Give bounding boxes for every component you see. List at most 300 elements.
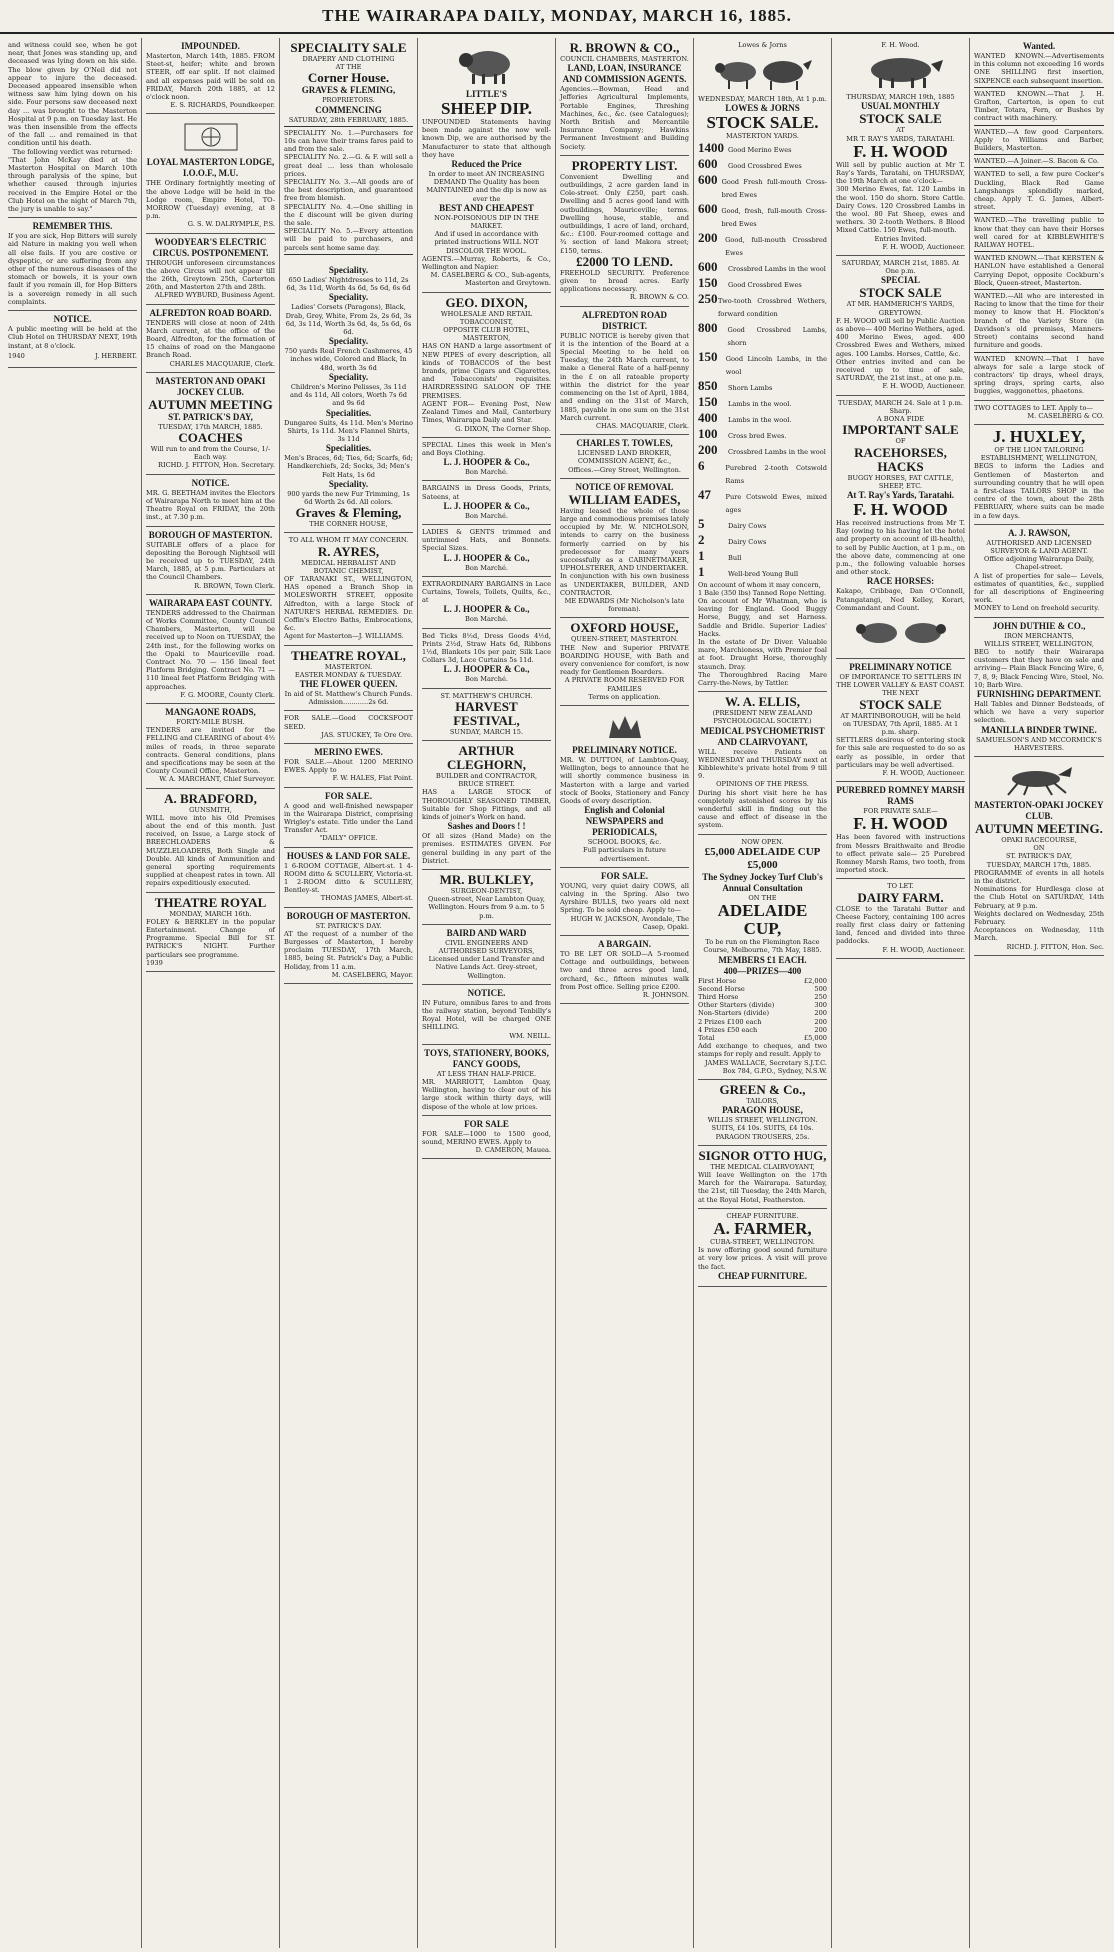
ad-location: Bon Marché. [465, 563, 508, 572]
ad-signature: L. J. HOOPER & Co., [443, 457, 530, 468]
ad-subheading: LAND, LOAN, INSURANCE AND COMMISSION AGENTS. [562, 63, 687, 85]
ad-location: Bon Marché. [465, 468, 508, 477]
ad-heading: W. A. ELLIS, [724, 694, 801, 710]
prize-amount: 200 [814, 1009, 827, 1018]
ad-body: A good and well-finished newspaper in the Wairarapa District, comprising Wrigley's estate. Title under the Land Transfer Act. [284, 801, 413, 835]
prize-row [698, 1034, 827, 1042]
lot-count: 800 [698, 319, 718, 335]
ellis-clairvoyant-ad [698, 692, 827, 834]
ad-body: SPECIAL Lines this week in Men's and Boys Clothing. [422, 440, 551, 457]
speciality-4: SPECIALITY No. 4.—One shilling in the £ discount will be given during the sale. [284, 202, 413, 228]
ad-body: TENDERS addressed to the Chairman of Works Committee, County Council Chambers, Masterton, will be received up to Noon on TUESDAY, the 24th inst., for the following works on the Opaki to Mauriceville road. Contract No. 70 — 156 lineal feet Platform Bridging. Contract No. 71 — 110 lineal feet Platform Bridging with approaches. [146, 608, 275, 691]
entries-note: Entries Invited. [874, 234, 927, 243]
hooper-prices-ad [422, 629, 551, 689]
section-heading: Wanted. [1022, 41, 1056, 51]
ad-subheading: CIVIL ENGINEERS AND AUTHORISED SURVEYORS, [438, 938, 535, 956]
wanted-ad: WANTED KNOWN.—That KERSTEN & HANLON have established a General Carrying Depot, opposite Cockburn's Block, Queen-street, Masterton. [974, 254, 1104, 287]
prize-row [698, 993, 827, 1001]
also-note-3: On account of Mr Whatman, who is leaving for England. Good Buggy Horse, Buggy, and set Harness. Saddle and Bridle. Superior Ladies' Hacks. [698, 597, 827, 638]
lot-count: 6 [698, 457, 705, 473]
ad-body: MR. W. DUTTON, of Lambton-Quay, Wellington, begs to announce that he will shortly commence business in Masterton with a large and varied stock of Books, Stationery and Fancy Goods of every description. [560, 755, 689, 805]
sheep-dip-ad [422, 38, 551, 293]
ad-heading: FOR SALE. [324, 790, 372, 801]
prize-amount: 250 [814, 992, 827, 1001]
bargain-ad [560, 936, 689, 1004]
lot-count: 150 [698, 348, 718, 364]
circus-ad [146, 234, 275, 305]
speciality-body: 900 yards the new Fur Trimming, 1s 6d Worth 2s 6d. All colors. [287, 489, 410, 506]
ad-heading: TOYS, STATIONERY, BOOKS, FANCY GOODS, [424, 1047, 549, 1069]
ad-subheading: IRON MERCHANTS, [1004, 631, 1074, 640]
reduced-price-heading: Reduced the Price [451, 159, 522, 170]
of-label: OF [895, 437, 906, 446]
ad-signature: HUGH W. JACKSON, Avondale, The Casep, Opaki. [570, 914, 689, 931]
prize-label: Other Starters (divide) [698, 1001, 775, 1010]
on-the-label: ON THE [748, 893, 777, 902]
harvest-festival-ad [422, 689, 551, 741]
ad-at: AT THE [335, 63, 362, 72]
stock-lot [698, 395, 827, 411]
harvesters-text: SAMUELSON'S AND MCCORMICK'S HARVESTERS. [976, 735, 1102, 752]
speciality-body: 650 Ladies' Nightdresses to 11d, 2s 6d, 3s 11d, Worth 4s 6d, 5s 6d, 6s 6d [286, 276, 411, 293]
reduced-price-body: In order to meet AN INCREASING DEMAND The Quality has been MAINTAINED and the dip is now as ever the [426, 170, 547, 203]
ad-signature: THOMAS JAMES, Albert-st. [320, 894, 413, 903]
prize-label: Non-Starters (divide) [698, 1009, 770, 1018]
lot-count: 150 [698, 393, 718, 409]
lot-count: 100 [698, 425, 718, 441]
hooper-hats-ad [422, 525, 551, 577]
oxford-house-ad [560, 618, 689, 706]
ad-office: "DAILY" OFFICE. [319, 834, 378, 843]
ad-location: QUEEN-STREET, MASTERTON. [570, 635, 679, 644]
ad-body: BEGS to inform the Ladies and Gentlemen of Masterton and surrounding country that he will open a first-class TAILORS SHOP in the centre of the town, about the 28th FEBRUARY, where suits can be made in a few days. [974, 462, 1104, 520]
papers-subheading: SCHOOL BOOKS, &c. [587, 838, 662, 847]
sheep-pair-icon [851, 615, 951, 651]
graves-fleming-sale-ad [284, 38, 413, 533]
ad-signature: F. H. WOOD, Auctioneer. [882, 242, 965, 251]
stock-lot [698, 141, 827, 157]
stock-lot [698, 459, 827, 488]
ad-heading: GREEN & Co., [719, 1081, 806, 1097]
ad-body: FOR SALE—1000 to 1500 good, sound, MERINO EWES. Apply to [422, 1129, 551, 1147]
ad-body: TENDERS are invited for the FELLING and CLEARING of about 4½ miles of roads, in three separate contracts. General conditions, plans and specifications may be seen at the County Council Office, Masterton. [146, 726, 275, 776]
ad-date: EASTER MONDAY & TUESDAY. [294, 670, 403, 679]
dairy-farm-ad [836, 879, 965, 958]
lot-description: Lambs in the wool. [728, 399, 792, 408]
club-heading: The Sydney Jockey Turf Club's Annual Consultation [702, 871, 823, 893]
coaches-body: Will run to and from the Course, 1/- Each way. [150, 445, 271, 462]
ad-heading: MASTERTON AND OPAKI JOCKEY CLUB. [155, 375, 266, 397]
ad-location: AT MARTINBOROUGH, will be held on TUESDAY, 7th April, 1885. At 1 p.m. sharp. [840, 711, 961, 736]
furnishing-body: Hall Tables and Dinner Bedsteads, of which we have a very superior selection. [974, 700, 1104, 725]
ad-signature: RICHD. J. FITTON, Hon. Sec. [1006, 942, 1104, 951]
ad-signature: F. H. WOOD, Auctioneer. [882, 945, 965, 954]
column-1 [4, 38, 142, 1948]
lot-description: Two-tooth Crossbred Wethers, forward condition [717, 296, 827, 318]
notice-body: A public meeting will be held at the Club Hotel on THURSDAY NEXT, 19th instant, at 8 o'clock. [8, 325, 137, 350]
ad-body: Will sell by public auction at Mr T. Ray's Yards, Taratahi, on THURSDAY, the 19th March at one o'clock— [836, 160, 965, 186]
ad-body: MR. MARRIOTT, Lambton Quay, Wellington, having to clear out of his large stock within thirty days, will dispose of the whole at low prices. [422, 1078, 551, 1111]
speciality-body: Children's Merino Pelisses, 3s 11d and 4s 11d, All colors, Worth 7s 6d and 9s 6d [289, 382, 408, 408]
play-title: THE FLOWER QUEEN. [299, 678, 398, 689]
merino-ewes-ad [284, 744, 413, 788]
ad-subheading: (PRESIDENT NEW ZEALAND PSYCHOLOGICAL SOCIETY.) [712, 709, 813, 726]
papers-heading: English and Colonial NEWSPAPERS and PERIODICALS, [584, 805, 665, 838]
wanted-ad: WANTED KNOWN.—That I have always for sale a large stock of contractors' tip drays, wheel drays, spring drays, spring carts, also buggies, waggonettes, phaetons. [974, 354, 1104, 396]
ad-signature: JAS. STUCKEY, Te Ore Ore. [321, 730, 413, 739]
ad-subheading: DRAPERY AND CLOTHING [302, 55, 395, 63]
towles-broker-ad [560, 435, 689, 479]
theatre-royal-ad [146, 893, 275, 972]
lot-description: Dairy Cows [728, 537, 767, 546]
prize-note: Add exchange to cheques, and two stamps for reply and result. Apply to [698, 1042, 827, 1059]
ad-signature: R. BROWN, Town Clerk. [194, 581, 275, 590]
lot-description: Good Crossbred Ewes [728, 161, 802, 170]
lot-count: 200 [698, 441, 718, 457]
ad-body: SUITABLE offers of a place for depositing the Borough Nightsoil will be received up to TUESDAY, 24th March, 1885, at 5 p.m. Particulars at the Council Chambers. [146, 540, 275, 582]
lot-description: Purebred 2-tooth Cotswold Rams [725, 463, 827, 485]
speciality-heading: Speciality. [328, 478, 369, 489]
lot-description: Crossbred Lambs in the wool [728, 447, 826, 456]
at-label: AT [896, 126, 905, 135]
stock-lot [698, 350, 827, 379]
sashes-heading: Sashes and Doors ! ! [447, 821, 526, 832]
lot-count: 150 [698, 274, 718, 290]
ad-signature: G. DIXON, The Corner Shop. [455, 424, 551, 433]
ad-heading: NOTICE. [467, 987, 506, 998]
speciality-heading: Speciality. [328, 371, 369, 382]
graves-fleming-footer: Graves & Fleming, [295, 505, 402, 521]
prize-amount: 200 [814, 1025, 827, 1034]
lot-description: Cross bred Ewes. [728, 431, 787, 440]
ad-signature: JAMES WALLACE, Secretary S.J.T.C. Box 784, G.P.O., Sydney, N.S.W. [704, 1058, 827, 1075]
ad-location: Office adjoining Wairarapa Daily, Chapel-street. [983, 555, 1095, 572]
discolor-text: And if used in accordance with printed instructions WILL NOT DISCOLOR THE WOOL. [434, 230, 539, 255]
hooper-clothing-ad [422, 438, 551, 482]
ad-banner: F. H. Wood. [881, 41, 920, 49]
ad-subheading: GUNSMITH, [189, 805, 232, 814]
ad-signature: CHARLES MACQUARIE, Clerk. [169, 359, 275, 368]
autumn-meeting-day: ST. PATRICK'S DAY, [168, 411, 253, 422]
corner-house-heading: Corner House. [307, 70, 390, 86]
also-note-2: 1 Bale (350 lbs) Tanned Rope Netting. [698, 588, 827, 597]
ad-body: EXTRAORDINARY BARGAINS in Lace Curtains, Towels, Toilets, Quilts, &c., at [422, 579, 551, 605]
ad-location: AT MR. HAMMERICH'S YARDS, GREYTOWN. [846, 300, 955, 317]
ad-heading: OXFORD HOUSE, [570, 620, 679, 636]
bona-fide-label: A BONA FIDE [876, 415, 925, 424]
ad-body: FOR SALE.—About 1200 MERINO EWES. Apply to [284, 757, 413, 775]
cup-heading: ADELAIDE CUP, [717, 901, 808, 939]
freehold-body: FREEHOLD SECURITY. Preference given to broad acres. Early applications necessary. [560, 268, 689, 294]
lot-count: 600 [698, 258, 718, 274]
ad-note: Other entries invited and can be received up to time of sale, SATURDAY, the 21st inst., at one p.m. [836, 357, 965, 383]
sale-date: TUESDAY, MARCH 24. Sale at 1 p.m. Sharp. [838, 398, 963, 415]
ad-body: THROUGH unforeseen circumstances the above Circus will not appear till the 26th, Greytown 25th, Carterton 26th, and Masterton 27th and 28th. [146, 258, 275, 292]
speciality-body: Dungaree Suits, 4s 11d. Men's Merino Shirts, 1s 11d. Men's Flannel Shirts, 3s 11d [284, 418, 413, 443]
ad-subheading: MEDICAL HERBALIST AND BOTANIC CHEMIST, [301, 558, 396, 575]
bradford-gunsmith-ad [146, 789, 275, 893]
programme-text: PROGRAMME of events in all hotels in the district. [974, 868, 1104, 886]
omnibus-notice [422, 985, 551, 1045]
trousers-price: PARAGON TROUSERS, 25s. [715, 1132, 810, 1141]
lot-description: Well-bred Young Bull [728, 569, 799, 578]
ad-body: WILL receive Patients on WEDNESDAY and THURSDAY next at Kibblewhite's private hotel from 9 till 9. [698, 747, 827, 781]
firm-name: LOWES & JORNS [725, 103, 800, 114]
ad-signature: L. J. HOOPER & Co., [443, 664, 530, 675]
ad-note: A PRIVATE ROOM RESERVED FOR FAMILIES [564, 676, 685, 693]
ad-heading: IMPOUNDED. [181, 41, 240, 51]
ad-subheading: ST. MATTHEW'S CHURCH. [440, 691, 533, 700]
ad-heading: MASTERTON-OPAKI JOCKEY CLUB. [974, 800, 1104, 822]
column-4 [418, 38, 556, 1948]
ad-body: Is now offering good sound furniture at very low prices. A visit will prove the fact. [698, 1246, 827, 1271]
cocksfoot-seed-ad [284, 711, 413, 744]
eades-removal-ad [560, 479, 689, 619]
members-heading: MEMBERS £1 EACH. [718, 954, 807, 965]
ad-signature: L. J. HOOPER & Co., [443, 604, 530, 615]
wanted-section [974, 38, 1104, 401]
ad-subheading: THE MEDICAL CLAIRVOYANT, [710, 1162, 815, 1171]
press-body: During his short visit here he has completely astonished scores by his wonderful skill in finding out the cause and effect of disease in the system. [698, 788, 827, 830]
article-body: and witness could see, when he got near, that Jones was standing up, and deceased was lying down on his side. The blow given by O'Neil did not appear to injure the deceased. Deceased appeared insensible when witness saw him lying down on his side. Four persons saw deceased next day ... was brought to the Masterton Hospital at 9 p.m. on Tuesday last. He was then insensible from the effects of the fall ... and remained in that condition until his death. [8, 41, 137, 148]
ad-body: THE Ordinary fortnightly meeting of the above Lodge will be held in the Lodge room, Empire Hotel, TO-MORROW (Tuesday) evening, at 8 p.m. [146, 179, 275, 221]
non-poisonous-text: NON-POISONOUS DIP IN THE MARKET. [434, 213, 539, 231]
dutton-preliminary-ad [560, 706, 689, 868]
autumn-meeting-ad [146, 373, 275, 475]
ad-heading: THEATRE ROYAL [154, 894, 267, 910]
ad-date: MONDAY, MARCH 16th. [169, 909, 252, 918]
prize-label: Second Horse [698, 984, 745, 993]
st-patricks-holiday-ad [284, 908, 413, 984]
now-open-label: NOW OPEN. [741, 837, 784, 846]
ad-body: TENDERS will close at noon of 24th March current, at the office of the Board, Alfredton, for the formation of 15 chains of road on the Mangaone Branch Road. [146, 318, 275, 360]
newspaper-title: THE WAIRARAPA DAILY, MONDAY, MARCH 16, 1885. [322, 6, 792, 25]
ad-body: Will leave Wellington on the 17th March for the Wairarapa. Saturday, the 21st, till Tuesday, the 24th March, at the Royal Hotel, Featherston. [698, 1170, 827, 1204]
theatre-flower-queen-ad [284, 646, 413, 712]
for-sale-label: FOR PRIVATE SALE— [863, 807, 938, 816]
ad-signature: M. CASELBERG, Mayor. [331, 970, 413, 979]
property-list-ad [560, 156, 689, 307]
ad-banner: Lowes & Jorns [738, 41, 787, 49]
lot-count: 850 [698, 377, 718, 393]
romney-rams-ad [836, 782, 965, 879]
wanted-ad: WANTED.—A few good Carpenters. Apply to Williams and Barber, Builders, Masterton. [974, 127, 1104, 153]
ad-heading: GEO. DIXON, [445, 294, 528, 310]
ad-heading: A. J. RAWSON, [1008, 527, 1070, 538]
column-5 [556, 38, 694, 1948]
column-3 [280, 38, 418, 1948]
ad-heading: PUREBRED ROMNEY MARSH RAMS [836, 785, 965, 807]
ad-body: Queen-street, Near Lambton Quay, Wellington. Hours from 9 a.m. to 5 p.m. [428, 895, 545, 920]
column-8 [970, 38, 1108, 1948]
ad-subheading: ST. PATRICK'S DAY. [315, 921, 382, 930]
r-brown-agents-ad [560, 38, 689, 156]
notice-heading: NOTICE. [53, 314, 92, 325]
ad-subheading: BUILDER and CONTRACTOR, [435, 771, 538, 780]
ad-body-2: In conjunction with his own business as UNDERTAKER, BUILDER, AND CONTRACTOR. [560, 572, 689, 597]
inquest-article [8, 38, 137, 218]
ad-signature: L. J. HOOPER & Co., [443, 552, 530, 563]
ad-signature: R. JOHNSON. [642, 991, 689, 1000]
ad-body: Convenient Dwelling and outbuildings, 2 acre garden land in Cole-street. Only £250, part cash. Dwelling and 5 acres good land with outbuildings, Mauriceville; terms. Dwelling house, stable, and outbuildings, 1 acre of land, orchard, &c.: £100. Four-roomed cottage and ¾ section of land Makora street; £150, terms. [560, 172, 689, 255]
ad-body: AT the request of a number of the Burgesses of Masterton, I hereby proclaim TUESDAY, 17th March, 1885, being St. Patrick's Day, a Public Holiday, from 11 a.m. [284, 929, 413, 971]
ad-heading: THEATRE ROYAL, [291, 647, 406, 663]
ad-location: MASTERTON YARDS. [726, 132, 799, 141]
meeting-day: ST. PATRICK'S DAY, [1005, 852, 1073, 861]
on-label: ON [1033, 844, 1045, 853]
stock-lot [698, 379, 827, 395]
ad-title: MEDICAL PSYCHOMETRIST AND CLAIRVOYANT, [700, 725, 825, 747]
ad-body: LADIES & GENTS trimmed and untrimmed Hats, and Bonnets. Special Sizes. [422, 527, 551, 553]
marriott-toys-ad [422, 1045, 551, 1116]
ad-body: BEG to notify their Wairarapa customers that they have on sale and arriving— Plain Black Fencing Wire, 6, 7, 8, 9; Black Fencing Wire, Steel, No. 10; Barb Wire. [974, 647, 1104, 689]
stock-lot [698, 427, 827, 443]
ad-intro: TO ALL WHOM IT MAY CONCERN. [288, 536, 409, 545]
ad-signature: ME EDWARDS (Mr Nicholson's late foreman). [564, 596, 685, 614]
wood-monthly-sale-ad [836, 38, 965, 256]
hooper-dress-goods-ad [422, 481, 551, 525]
speciality-body: 750 yards Real French Cashmeres, 45 inches wide, Colored and Black, In 48d, worth 3s 6d [284, 347, 413, 372]
stock-lot [698, 533, 827, 549]
stock-lot [698, 231, 827, 260]
prize-row [698, 1018, 827, 1026]
also-note-4: In the estate of Dr Diver. Valuable mare, Marchioness, with Premier foal at foot. Draught Horse, thoroughly staunch. Dray. [698, 638, 827, 671]
lowes-jorns-stock-sale-ad [698, 38, 827, 692]
ad-body: FOR SALE.—Good COCKSFOOT SEED. [284, 714, 413, 731]
wood-special-sale-ad [836, 256, 965, 396]
lot-count: 250 [698, 290, 718, 306]
stock-lot [698, 488, 827, 517]
ad-signature: ALFRED WYBURD, Business Agent. [154, 291, 275, 300]
ad-heading: J. HUXLEY, [992, 426, 1086, 446]
lot-count: 400 [698, 409, 718, 425]
weights-text: Weights declared on Wednesday, 25th February. [974, 909, 1104, 927]
lot-description: Lambs in the wool. [728, 415, 792, 424]
ad-heading: A. FARMER, [713, 1218, 812, 1238]
lot-count: 1400 [698, 139, 724, 155]
otto-hug-ad [698, 1146, 827, 1209]
prize-row [698, 1009, 827, 1017]
ad-body: MR. G. BEETHAM invites the Electors of Wairarapa North to meet him at the Theatre Royal on FRIDAY, the 20th inst., at 7.30 p.m. [146, 488, 275, 522]
ad-heading: STOCK SALE [859, 111, 942, 127]
ad-location: CUBA-STREET, WELLINGTON. [710, 1237, 815, 1246]
ad-body: OF TARANAKI ST., WELLINGTON, HAS opened a Branch Shop in MOLESWORTH STREET, opposite Alfredton, with a large Stock of NATURE'S HERBAL REMEDIES. Dr. Coffin's Electro Baths, Embrocations, &c. [284, 574, 413, 633]
ad-signature: F. G. MOORE, County Clerk. [180, 690, 275, 699]
ad-location: Bon Marché. [465, 511, 508, 520]
auctioneer-name: F. H. WOOD [853, 499, 948, 519]
stock-lot [698, 202, 827, 231]
borough-nightsoil-ad [146, 527, 275, 595]
meeting-heading: AUTUMN MEETING. [975, 821, 1103, 837]
farmer-furniture-ad [698, 1209, 827, 1287]
wanted-ad: WANTED to sell, a few pure Cocker's Duckling, Black Red Game Langshangs splendidly marked, cheap. Apply T. G. James, Albert-street. [974, 170, 1104, 212]
ad-brand: LITTLE'S [465, 89, 508, 99]
prize-label: Total [698, 1033, 715, 1042]
speciality-body: Men's Braces, 6d; Ties, 6d; Scarfs, 6d; Handkerchiefs, 2d; Socks, 3d; Men's Felt Hats, 1s 6d [284, 454, 413, 479]
ad-heading: A BARGAIN. [597, 939, 651, 950]
verdict-text: "That John McKay died at the Masterton Hospital on March 10th through paralysis of the spine, but whether caused through injuries received in the Empire Hotel or the Club Hotel on the night of March 7th, the jury is unable to say." [8, 155, 137, 214]
nominations-text: Nominations for Hurdlesga close at the Club Hotel on SATURDAY, 14th February, at 9 p.m. [974, 885, 1104, 910]
ad-body: Masterton, March 14th, 1885. FROM Steet-st, heifer; white and brown STEER, off ear split. If not claimed and all expenses paid will be sold on FRIDAY, March 20th 1885, at 12 o'clock noon. [146, 52, 275, 102]
ad-heading: WAIRARAPA EAST COUNTY. [148, 597, 273, 608]
ad-heading: PRELIMINARY NOTICE. [572, 744, 677, 755]
prize-row [698, 985, 827, 993]
for-sale-ad [284, 788, 413, 848]
cleghorn-builder-ad [422, 741, 551, 870]
agents-text: AGENTS.—Murray, Roberts, & Co., Wellington and Napier. [422, 254, 551, 272]
paragon-location: WILLIS STREET, WELLINGTON. [707, 1116, 818, 1125]
ad-body: Agencies.—Bowman, Head and Jefferies Agricultural Implements, Portable Engines, Threshing Machines, &c., &c. (see Catalogues); North British and Mercantile Insurance Company; Hawkins Permanent Investment and Building Society. [560, 85, 689, 151]
newspaper-page [4, 38, 1110, 1948]
prize-label: Third Horse [698, 992, 739, 1001]
ad-body: SETTLERS desirous of entering stock for this sale are requested to do so as early as possible, in order that particulars may be well advertised. [836, 736, 965, 769]
ad-location: MASTERTON. [324, 662, 373, 671]
firm-name: WILLIAM EADES, [568, 491, 681, 507]
ad-location: Offices.—Grey Street, Wellington. [568, 465, 681, 474]
sale-date: THURSDAY, MARCH 19th, 1885 [846, 93, 955, 102]
ad-signature: D. CAMERON, Mauea. [475, 1146, 551, 1155]
press-heading: OPINIONS OF THE PRESS. [716, 780, 809, 789]
stock-lot [698, 411, 827, 427]
racehorses-heading: RACEHORSES, HACKS [854, 444, 947, 474]
ad-agents: AGENT FOR— Evening Post, New Zealand Times and Mail, Canterbury Times, Wairarapa Daily and Star. [422, 399, 551, 425]
sale-date: WEDNESDAY, MARCH 18th, At 1 p.m. [698, 95, 827, 104]
ad-signature: M. CASELBERG & CO. [1027, 411, 1104, 420]
also-note-1: On account of whom it may concern, [698, 580, 821, 589]
ad-heading: SPECIALITY SALE [290, 40, 407, 55]
ad-heading: BOROUGH OF MASTERTON. [286, 910, 411, 921]
lot-description: Bull [728, 553, 742, 562]
ad-body: Licensed under Land Transfer and Native Lands Act. Grey-street, Wellington. [428, 955, 545, 980]
ad-location: At T. Ray's Yards, Taratahi. [846, 489, 955, 500]
racehorses-label: RACE HORSES: [866, 576, 935, 587]
ad-location: WILLIS STREET, WELLINGTON, [984, 639, 1094, 648]
ad-terms: Terms on application. [588, 692, 661, 701]
lot-description: Good Lincoln Lambs, in the wool [725, 354, 827, 376]
stock-lot [698, 173, 827, 202]
ad-subheading: TAILORS, [746, 1096, 779, 1105]
ad-body: HAS ON HAND a large assortment of NEW PIPES of every description, all kinds of TOBACCOS of the best brands, prime Cigars and Cigarettes, and Tobacconists' requisites. HAIRDRESSING SALOON OF THE PREMISES. [422, 342, 551, 400]
auctioneer-name: F. H. WOOD [853, 141, 948, 161]
ad-body: PUBLIC NOTICE is hereby given that it is the intention of the Board at a Special Meeting to be held on Tuesday, the 24th March current, to make a General Rate of a half-penny in the £ on all rateable property within the district for the year commencing on the 1st of April, 1884, and ending on the 31st of March, 1885, payable in one sum on the 31st March current. [560, 331, 689, 422]
beetham-notice [146, 475, 275, 527]
ad-number: 1939 [146, 958, 163, 967]
prize-amount: £5,000 [803, 1033, 827, 1042]
racecourse-name: OPAKI RACECOURSE, [1001, 836, 1077, 845]
ad-location: OPPOSITE CLUB HOTEL, MASTERTON, [443, 326, 530, 343]
cottages-to-let-ad [974, 401, 1104, 425]
rawson-surveyor-ad [974, 525, 1104, 618]
ad-heading: ALFREDTON ROAD DISTRICT. [581, 309, 668, 331]
ad-location: Bon Marché. [465, 675, 508, 684]
ad-signature: R. BROWN & CO. [629, 293, 689, 302]
ad-heading: MANGAONE ROADS, [165, 706, 256, 717]
lot-description: Good Crossbred Ewes [728, 280, 802, 289]
ad-subheading: SURGEON-DENTIST, [450, 887, 523, 895]
ad-body: F. H. WOOD will sell by Public Auction as above— 400 Merino Wethers, aged. 400 Merino Ewes, aged. 400 Crossbred Ewes and Wethers, mixed ages. 100 Lambs. Horses, Cattle, &c. [836, 316, 965, 358]
ad-body: If you are sick, Hop Bitters will surely aid Nature in making you well when all else fails. If you are costive or dyspeptic, or are suffering from any other of the numerous diseases of the stomach or bowels, it is your own fault if you remain ill, for Hop Bitters is a sovereign remedy in all such complaints. [8, 232, 137, 306]
firm-name: GRAVES & FLEMING, [301, 85, 396, 96]
prize-amount: 500 [814, 984, 827, 993]
lot-description: Dairy Cows [728, 521, 767, 530]
ad-location: Bon Marché. [465, 615, 508, 624]
speciality-heading: Specialities. [325, 443, 372, 454]
ad-heading: REMEMBER THIS. [32, 221, 113, 232]
ad-heading: ARTHUR CLEGHORN, [446, 742, 527, 772]
stock-lot [698, 292, 827, 321]
ad-heading: LOYAL MASTERTON LODGE, I.O.O.F., M.U. [146, 157, 275, 179]
ad-subheading: WHOLESALE AND RETAIL TOBACCONIST, [440, 309, 533, 326]
